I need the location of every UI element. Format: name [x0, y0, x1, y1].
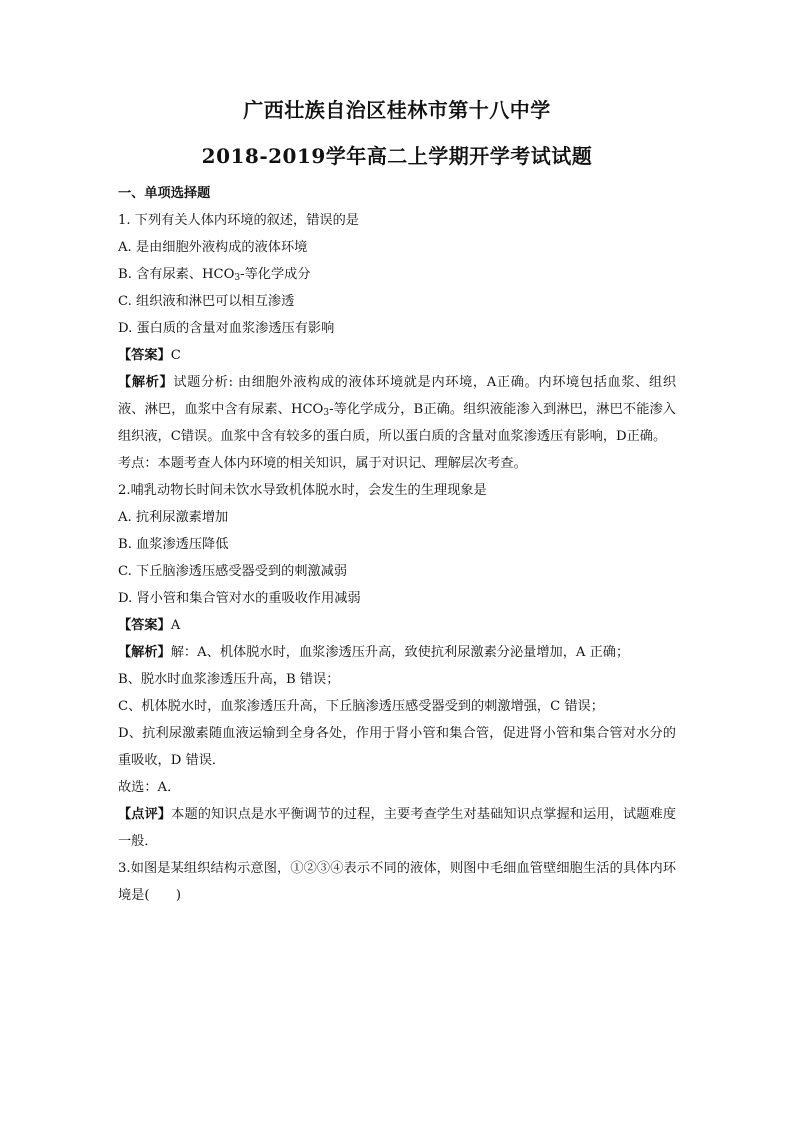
- answer-tag: 【答案】: [118, 348, 171, 363]
- question-1-option-b: [118, 261, 676, 288]
- question-1-analysis: [118, 369, 676, 450]
- question-3-stem: 3.如图是某组织结构示意图，①②③④表示不同的液体，则图中毛细血管壁细胞生活的具体内环境是( ): [118, 861, 676, 903]
- document-title-line1: 广西壮族自治区桂林市第十八中学: [243, 98, 551, 122]
- question-2-option-c: C. 下丘脑渗透压感受器受到的刺激减弱: [118, 564, 348, 579]
- document-body: [118, 180, 676, 909]
- option-b-subscript: 3: [234, 273, 241, 283]
- analysis-text: 试题分析: 由细胞外液构成的液体环境就是内环境，A正确。内环境包括血浆、组织液、淋巴，血浆中含有尿素、HCO: [118, 375, 677, 417]
- question-2-analysis-line-3: C、机体脱水时，血浆渗透压升高，下丘脑渗透压感受器受到的刺激增强，C 错误；: [118, 699, 604, 714]
- option-b-text: B. 含有尿素、HCO: [118, 267, 235, 282]
- analysis-text-tail: -等化学成分，B正确。组织液能渗入到淋巴，淋巴不能渗入组织液，C错误。血浆中含有较多的蛋白质，所以蛋白质的含量对血浆渗透压有影响，D正确。: [118, 402, 676, 444]
- question-1: [118, 207, 676, 477]
- question-2-analysis: [118, 639, 676, 666]
- question-1-answer: [118, 342, 676, 369]
- question-2-choose: 故选：A．: [118, 780, 181, 795]
- analysis-tag: 【解析】: [118, 375, 174, 390]
- comment-text: 本题的知识点是水平衡调节的过程，主要考查学生对基础知识点掌握和运用，试题难度一般．: [118, 807, 677, 849]
- question-1-kaodian: 考点：本题考查人体内环境的相关知识，属于对识记、理解层次考查。: [118, 456, 527, 471]
- question-2-stem: 2.哺乳动物长时间未饮水导致机体脱水时，会发生的生理现象是: [118, 483, 487, 498]
- section-heading: 一、单项选择题: [118, 186, 211, 201]
- document-title-line2: 2018-2019学年高二上学期开学考试试题: [201, 144, 593, 168]
- question-1-option-c: C. 组织液和淋巴可以相互渗透: [118, 294, 295, 309]
- analysis-subscript: 3: [323, 408, 330, 418]
- answer-value: A: [170, 618, 181, 633]
- answer-value: C: [170, 348, 181, 363]
- question-1-stem: 1. 下列有关人体内环境的叙述，错误的是: [118, 213, 359, 228]
- comment-tag: 【点评】: [118, 807, 172, 822]
- question-2: [118, 477, 676, 855]
- analysis-tag: 【解析】: [118, 645, 171, 660]
- question-1-option-d: D. 蛋白质的含量对血浆渗透压有影响: [118, 321, 335, 336]
- question-2-option-a: A. 抗利尿激素增加: [118, 510, 229, 525]
- question-2-option-d: D. 肾小管和集合管对水的重吸收作用减弱: [118, 591, 361, 606]
- question-2-answer: [118, 612, 676, 639]
- question-2-option-b: B. 血浆渗透压降低: [118, 537, 229, 552]
- option-b-text-tail: -等化学成分: [240, 267, 311, 282]
- question-2-comment: [118, 801, 676, 855]
- question-2-analysis-line-4: D、抗利尿激素随血液运输到全身各处，作用于肾小管和集合管，促进肾小管和集合管对水分的重吸收，D 错误．: [118, 726, 676, 768]
- answer-tag: 【答案】: [118, 618, 171, 633]
- analysis-line-1: 解：A、机体脱水时，血浆渗透压升高，致使抗利尿激素分泌量增加，A 正确；: [170, 645, 630, 660]
- question-2-analysis-line-2: B、脱水时血浆渗透压升高，B 错误；: [118, 672, 340, 687]
- question-1-option-a: A. 是由细胞外液构成的液体环境: [118, 240, 308, 255]
- question-3: [118, 855, 676, 909]
